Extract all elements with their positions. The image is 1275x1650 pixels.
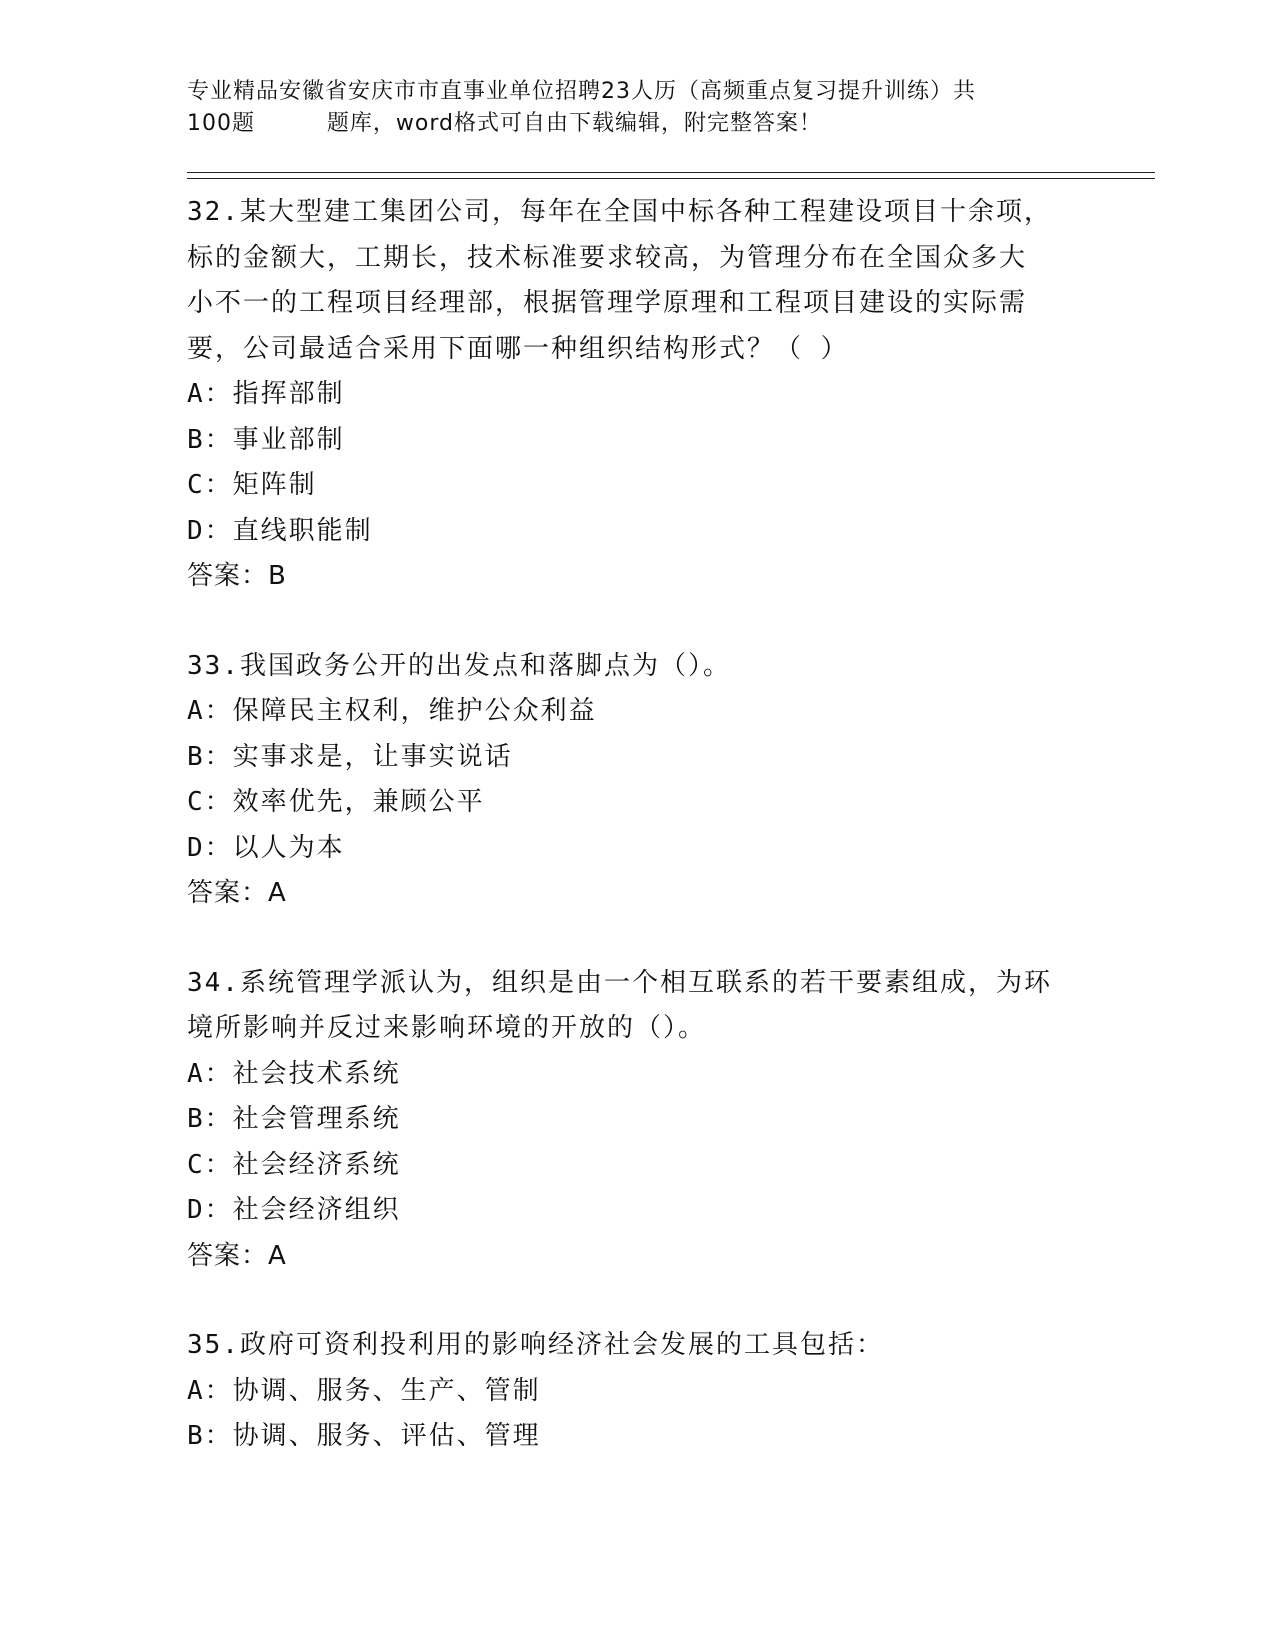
- question-text-line: 34.系统管理学派认为，组织是由一个相互联系的若干要素组成，为环: [187, 967, 1052, 998]
- option-b: B：实事求是，让事实说话: [187, 741, 513, 772]
- answer: 答案：A: [187, 1240, 287, 1271]
- option-a: A：社会技术系统: [187, 1058, 401, 1089]
- option-b: B：事业部制: [187, 424, 345, 455]
- page-header: [187, 76, 1047, 140]
- question-text-line: 小不一的工程项目经理部，根据管理学原理和工程项目建设的实际需: [187, 288, 1028, 318]
- question-text-line: 35.政府可资利投利用的影响经济社会发展的工具包括：: [187, 1330, 884, 1360]
- question-list: [187, 190, 1087, 1460]
- question-32: [187, 190, 1087, 600]
- question-text-line: 标的金额大，工期长，技术标准要求较高，为管理分布在全国众多大: [187, 242, 1028, 273]
- question-33: [187, 644, 1087, 917]
- spacer: [187, 917, 1087, 961]
- answer: 答案：A: [187, 878, 287, 908]
- option-a: A：指挥部制: [187, 379, 345, 409]
- answer: 答案：B: [187, 561, 287, 591]
- header-line-2: 100题 题库，word格式可自由下载编辑，附完整答案！: [187, 111, 823, 136]
- option-c: C：矩阵制: [187, 470, 317, 500]
- option-a: A：保障民主权利，维护公众利益: [187, 696, 597, 726]
- question-text-line: 33.我国政务公开的出发点和落脚点为（）。: [187, 650, 731, 681]
- question-text-line: 境所影响并反过来影响环境的开放的（）。: [187, 1013, 707, 1043]
- option-d: D：直线职能制: [187, 515, 373, 546]
- question-34: [187, 961, 1087, 1280]
- option-b: B：协调、服务、评估、管理: [187, 1421, 541, 1451]
- header-line-1: 专业精品安徽省安庆市市直事业单位招聘23人历（高频重点复习提升训练）共: [187, 79, 976, 104]
- option-c: C：社会经济系统: [187, 1149, 401, 1180]
- option-c: C：效率优先，兼顾公平: [187, 787, 485, 817]
- header-divider-top: [187, 172, 1155, 173]
- question-text-line: 要，公司最适合采用下面哪一种组织结构形式？（ ）: [187, 333, 849, 364]
- spacer: [187, 600, 1087, 644]
- option-a: A：协调、服务、生产、管制: [187, 1375, 541, 1406]
- option-d: D：以人为本: [187, 832, 345, 863]
- spacer: [187, 1279, 1087, 1323]
- question-35: [187, 1323, 1087, 1460]
- option-d: D：社会经济组织: [187, 1195, 401, 1225]
- option-b: B：社会管理系统: [187, 1104, 401, 1134]
- header-divider-bottom: [187, 178, 1155, 179]
- question-text-line: 32.某大型建工集团公司，每年在全国中标各种工程建设项目十余项，: [187, 197, 1052, 227]
